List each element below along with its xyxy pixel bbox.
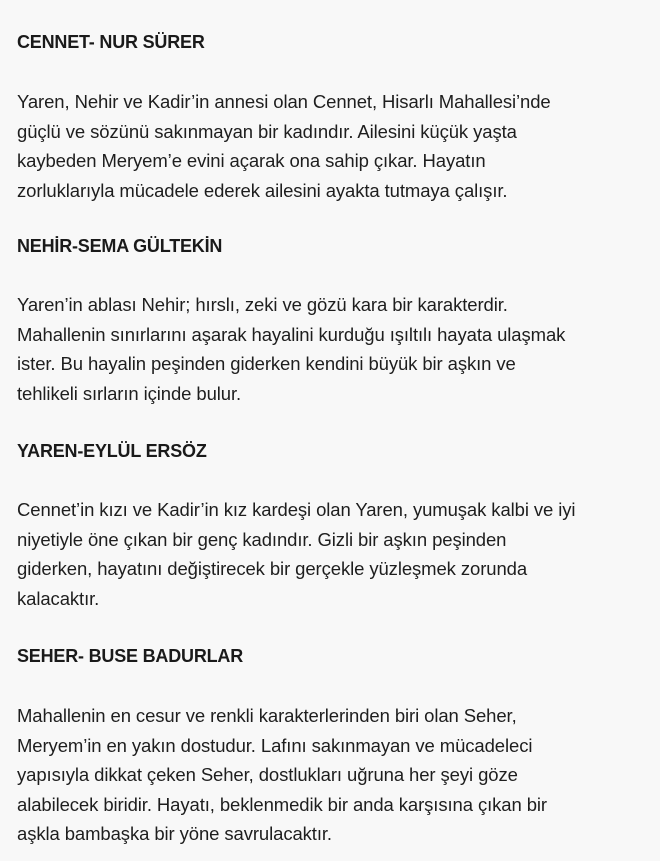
description-line: Yaren, Nehir ve Kadir’in annesi olan Cennet, Hisarlı Mahallesi’nde bbox=[17, 91, 551, 112]
character-heading-seher: SEHER- BUSE BADURLAR bbox=[17, 646, 244, 666]
description-line: Meryem’in en yakın dostudur. Lafını sakınmayan ve mücadeleci bbox=[17, 734, 533, 756]
description-line: kaybeden Meryem’e evini açarak ona sahip çıkar. Hayatın bbox=[17, 150, 486, 171]
description-line: giderken, hayatını değiştirecek bir gerçekle yüzleşmek zorunda bbox=[17, 558, 528, 579]
character-description-seher bbox=[17, 701, 657, 849]
description-line: kalacaktır. bbox=[17, 587, 100, 609]
character-description-cennet bbox=[17, 87, 657, 205]
description-line: Mahallenin en cesur ve renkli karakterlerinden biri olan Seher, bbox=[17, 705, 517, 726]
description-line: niyetiyle öne çıkan bir genç kadındır. Gizli bir aşkın peşinden bbox=[17, 528, 507, 550]
description-line: alabilecek biridir. Hayatı, beklenmedik bir anda karşısına çıkan bir bbox=[17, 793, 547, 815]
description-line: tehlikeli sırların içinde bulur. bbox=[17, 382, 242, 404]
character-heading-nehir: NEHİR-SEMA GÜLTEKİN bbox=[17, 236, 223, 256]
description-line: aşkla bambaşka bir yöne savrulacaktır. bbox=[17, 823, 332, 844]
description-line: ister. Bu hayalin peşinden giderken kendini büyük bir aşkın ve bbox=[17, 353, 516, 374]
character-description-yaren bbox=[17, 495, 657, 613]
character-heading-yaren: YAREN-EYLÜL ERSÖZ bbox=[17, 441, 207, 461]
character-heading-cennet: CENNET- NUR SÜRER bbox=[17, 32, 205, 52]
description-line: zorluklarıyla mücadele ederek ailesini ayakta tutmaya çalışır. bbox=[17, 179, 508, 201]
description-line: güçlü ve sözünü sakınmayan bir kadındır. Ailesini küçük yaşta bbox=[17, 120, 517, 142]
description-line: yapısıyla dikkat çeken Seher, dostlukları uğruna her şeyi göze bbox=[17, 764, 518, 785]
description-line: Yaren’in ablası Nehir; hırslı, zeki ve gözü kara bir karakterdir. bbox=[17, 294, 508, 315]
description-line: Cennet’in kızı ve Kadir’in kız kardeşi olan Yaren, yumuşak kalbi ve iyi bbox=[17, 499, 576, 520]
description-line: Mahallenin sınırlarını aşarak hayalini kurduğu ışıltılı hayata ulaşmak bbox=[17, 323, 566, 345]
character-description-nehir bbox=[17, 290, 657, 408]
